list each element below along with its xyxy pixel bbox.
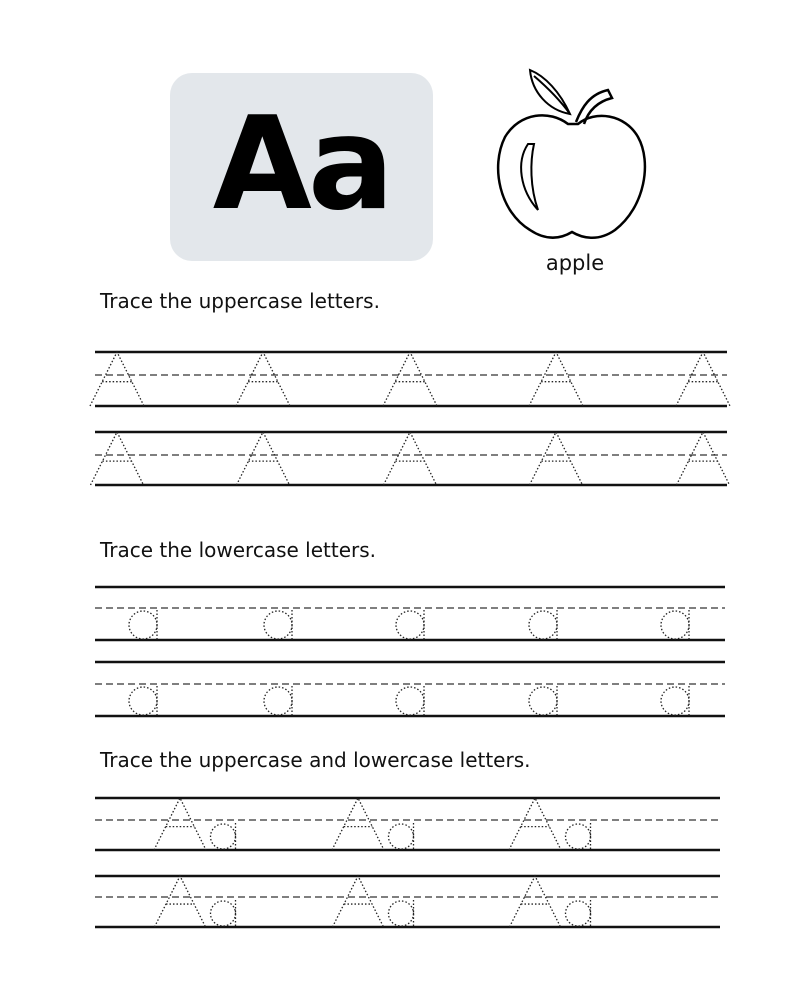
- section-heading-mixed: Trace the uppercase and lowercase letters.: [100, 748, 531, 772]
- trace-uppercase-a: [530, 432, 583, 485]
- trace-uppercase-a: [154, 798, 206, 850]
- trace-uppercase-a: [384, 432, 437, 485]
- trace-uppercase-a: [509, 798, 561, 850]
- trace-uppercase-a: [236, 352, 290, 406]
- trace-lowercase-a: [661, 611, 689, 639]
- trace-lowercase-a: [211, 824, 236, 849]
- trace-uppercase-a: [529, 352, 583, 406]
- trace-lowercase-a: [396, 611, 424, 639]
- trace-lowercase-a: [661, 687, 689, 715]
- trace-lowercase-a: [389, 901, 414, 926]
- apple-label: apple: [545, 251, 605, 275]
- trace-uppercase-a: [333, 876, 384, 927]
- trace-lowercase-a: [264, 687, 292, 715]
- section-heading-uppercase: Trace the uppercase letters.: [100, 289, 380, 313]
- trace-uppercase-a: [91, 432, 144, 485]
- trace-lowercase-a: [529, 687, 557, 715]
- trace-lowercase-a: [529, 611, 557, 639]
- trace-uppercase-a: [237, 432, 290, 485]
- trace-uppercase-a: [332, 798, 384, 850]
- trace-lowercase-a: [566, 824, 591, 849]
- trace-uppercase-a: [677, 432, 730, 485]
- trace-lowercase-a: [264, 611, 292, 639]
- trace-lowercase-a: [396, 687, 424, 715]
- trace-uppercase-a: [90, 352, 144, 406]
- trace-uppercase-a: [155, 876, 206, 927]
- trace-lowercase-a: [566, 901, 591, 926]
- section-heading-lowercase: Trace the lowercase letters.: [100, 538, 377, 562]
- trace-uppercase-a: [383, 352, 437, 406]
- trace-uppercase-a: [676, 352, 730, 406]
- trace-lowercase-a: [129, 611, 157, 639]
- trace-lowercase-a: [211, 901, 236, 926]
- letter-card-text: Aa: [212, 90, 391, 239]
- trace-uppercase-a: [510, 876, 561, 927]
- trace-lowercase-a: [129, 687, 157, 715]
- trace-lowercase-a: [389, 824, 414, 849]
